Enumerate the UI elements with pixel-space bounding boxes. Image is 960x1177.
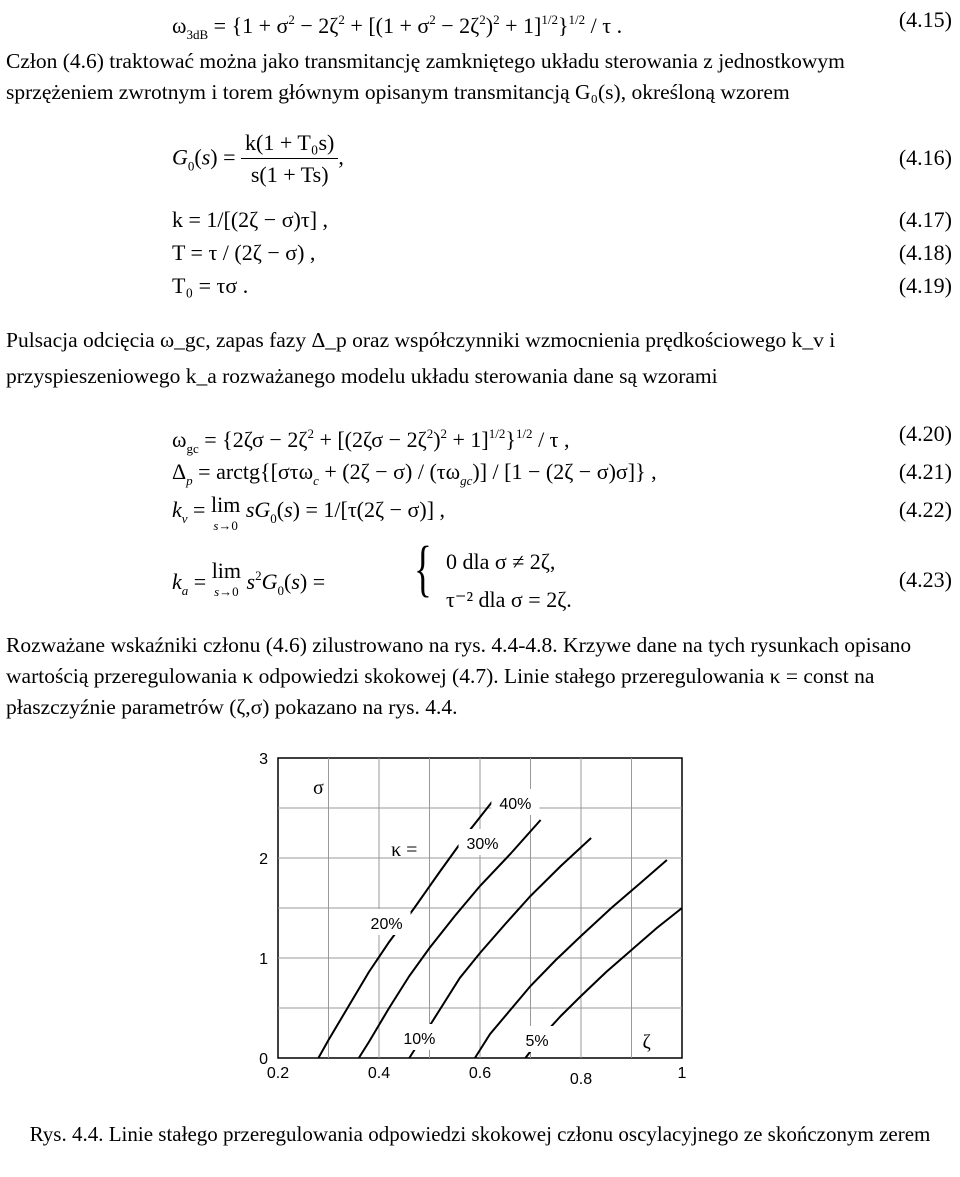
paragraph-intro (6, 46, 956, 108)
paragraph-text: Rozważane wskaźniki członu (4.6) zilustrowano na rys. 4.4-4.8. Krzywe dane na tych rysunkach opisano wartością przeregulowania κ odpowiedzi skokowej (4.7). Linie stałego przeregulowania κ = const na płaszczyźnie parametrów (ζ,σ) pokazano na rys. 4.4. (6, 633, 912, 719)
equation-4-21: $\Delta_p$ = arctg{[στω$_c$ + $(2\zeta - \sigma) / (\tau\omega_{gc})] / [1 - (2\zeta - \sigma)\sigma]$} , (4.21) (0, 452, 960, 492)
series-label-40pct: 40% (499, 796, 532, 813)
equation-4-16: $G_0(s)$ = $\frac{\text{k(1 + T₀s)}}{s(1 + Ts)}$ , (4.16) (0, 128, 960, 188)
fraction-numerator: k(1 + T₀s) (241, 128, 338, 159)
equation-number: (4.18) (898, 240, 952, 265)
series-label-5pct: 5% (525, 1033, 549, 1050)
paragraph-text: Człon (4.6) traktować można jako transmitancję zamkniętego układu sterowania z jednostkowym sprzężeniem zwrotnym i torem głównym opisanym transmitancją G₀(s), określoną wzorem (6, 49, 845, 104)
equation-4-19 (0, 266, 960, 306)
equation-number: (4.20) (898, 421, 952, 446)
series-line-30pct (359, 820, 541, 1058)
equation-number: (4.15) (898, 7, 952, 32)
case-1: 0 dla σ ≠ 2ζ, (446, 549, 556, 574)
x-tick-label: 0.6 (468, 1065, 492, 1082)
y-tick-label: 0 (259, 1051, 268, 1068)
equation-4-15: $\omega_{3dB} = \{1 + \sigma^2 - 2\zeta^2 + [(1 + \sigma^2 - 2\zeta^2)^2 + 1]^{1/2}\}^{1/2} / \tau$ . (4.15) (0, 0, 960, 40)
equation-number: (4.19) (898, 273, 952, 298)
y-axis-label: σ (313, 777, 324, 799)
x-tick-label: 0.8 (569, 1071, 593, 1088)
y-tick-label: 2 (259, 851, 268, 868)
equation-text: T = τ / (2ζ − σ) , (172, 240, 316, 265)
case-2: τ⁻² dla σ = 2ζ. (446, 587, 572, 612)
paragraph-figure-ref (6, 630, 956, 723)
x-axis-label: ζ (642, 1031, 651, 1053)
y-tick-label: 1 (259, 951, 268, 968)
kappa-annotation: κ = (391, 839, 418, 861)
x-tick-label: 0.2 (266, 1065, 290, 1082)
figure-caption: Rys. 4.4. Linie stałego przeregulowania odpowiedzi skokowej członu oscylacyjnego ze skończonym zerem (29, 1122, 931, 1146)
equation-text: k = 1/[(2ζ − σ)τ] , (172, 207, 329, 232)
equation-4-20: $\omega_{gc} = \{2\zeta\sigma - 2\zeta^2 + [(2\zeta\sigma - 2\zeta^2)^2 + 1]^{1/2}\}^{1/2} / \tau$ , (4.20) (0, 414, 960, 454)
series-label-10pct: 10% (403, 1031, 436, 1048)
equation-text: T₀ = τσ . (172, 273, 249, 298)
paragraph-text: Pulsacja odcięcia ω_gc, zapas fazy Δ_p oraz współczynniki wzmocnienia prędkościowego k_v i przyspieszeniowego k_a rozważanego modelu układu sterowania dane są wzorami (6, 328, 836, 388)
equation-4-22: $k_v = \lim$ s→0 $sG_0(s) = 1/[\tau(2\zeta - \sigma)]$ , (4.22) (172, 492, 952, 533)
equation-number: (4.22) (898, 497, 952, 522)
x-tick-label: 0.4 (367, 1065, 391, 1082)
fraction-denominator: s(1 + Ts) (250, 162, 329, 187)
equation-4-23: $k_a = \lim$ s→0 $s^2G_0(s)$ = { 0 dla σ ≠ 2ζ, τ⁻² dla σ = 2ζ. (4.23) (0, 542, 960, 622)
equation-number: (4.16) (898, 145, 952, 170)
equation-number: (4.21) (898, 459, 952, 484)
series-line-10pct (475, 860, 667, 1058)
equation-number: (4.17) (898, 207, 952, 232)
y-tick-label: 3 (259, 751, 268, 768)
fraction (241, 128, 338, 191)
paragraph-indices (6, 322, 956, 394)
equation-number: (4.23) (898, 567, 952, 592)
overshoot-chart (200, 740, 720, 1100)
series-label-20pct: 20% (370, 916, 403, 933)
x-tick-label: 1 (677, 1065, 687, 1082)
series-label-30pct: 30% (466, 836, 499, 853)
